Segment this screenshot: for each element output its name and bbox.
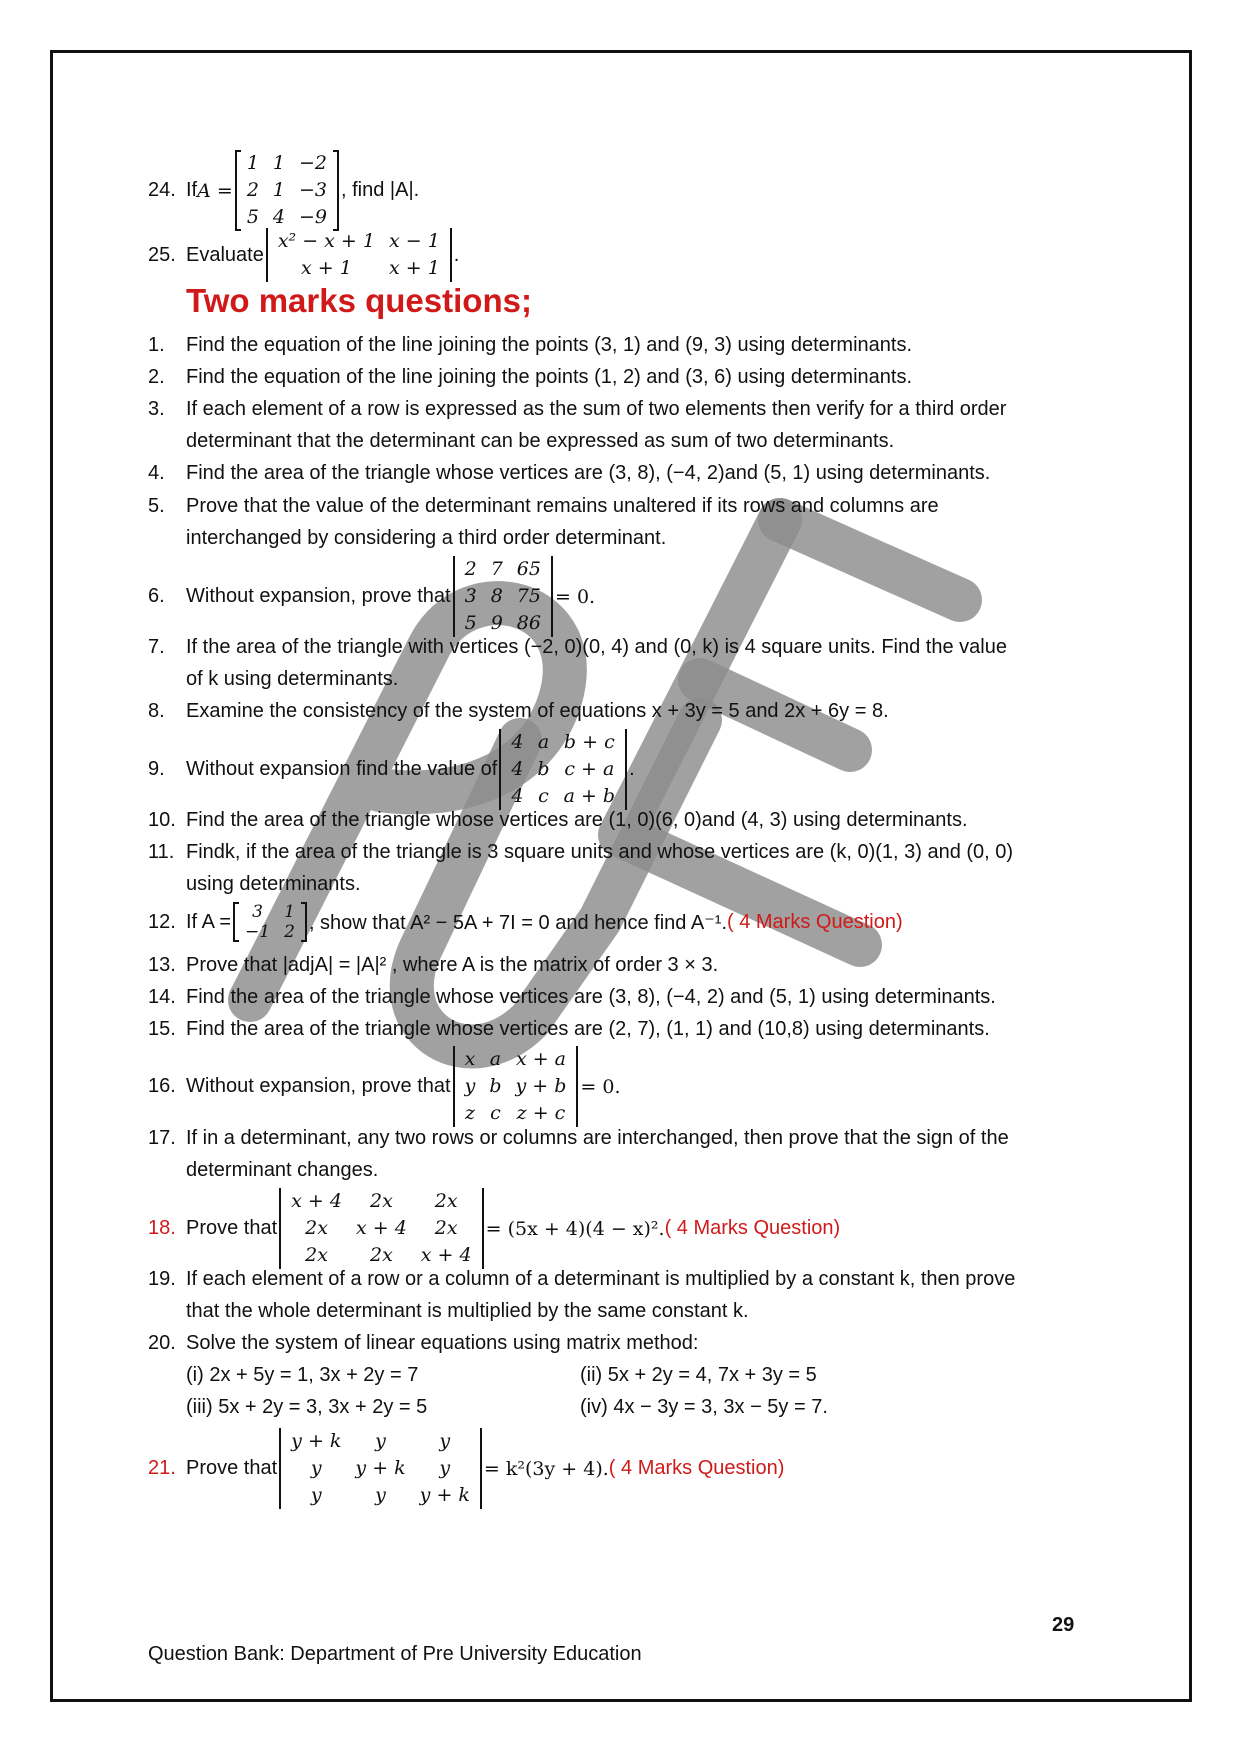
question-18: 18. Prove that x + 4 2x 2x 2x x + 4 2x 2x 2x x + 4 = (5x + 4)(4 − x)². ( 4 Marks Question) (148, 1188, 840, 1269)
question-19-cont: that the whole determinant is multiplied by the same constant k. (186, 1300, 749, 1322)
question-2: 2. Find the equation of the line joining the points (1, 2) and (3, 6) using determinants. (148, 366, 913, 388)
question-20-iii: (iii) 5x + 2y = 3, 3x + 2y = 5 (186, 1396, 428, 1418)
question-24: 24. If A = 1 1 −2 2 1 −3 5 4 −9 , find |A|. (148, 150, 419, 231)
determinant: 4 a b + c 4 b c + a 4 c a + b (499, 729, 627, 810)
question-5-cont: interchanged by considering a third order determinant. (186, 527, 667, 549)
question-6: 6. Without expansion, prove that 2 7 65 3 8 75 5 9 86 = 0. (148, 556, 595, 637)
question-19: 19. If each element of a row or a column of a determinant is multiplied by a constant k, then prove (148, 1268, 1016, 1290)
question-5: 5. Prove that the value of the determinant remains unaltered if its rows and columns are (148, 495, 939, 517)
determinant: y + k y y y y + k y y y y + k (279, 1428, 482, 1509)
question-9: 9. Without expansion find the value of 4 a b + c 4 b c + a 4 c a + b . (148, 729, 635, 810)
question-12: 12. If A = 3 1 −1 2 , show that A² − 5A + 7I = 0 and hence find A⁻¹. ( 4 Marks Question) (148, 902, 903, 942)
question-16: 16. Without expansion, prove that x a x + a y b y + b z c z + c = 0. (148, 1046, 621, 1127)
question-20-iv: (iv) 4x − 3y = 3, 3x − 5y = 7. (580, 1396, 828, 1418)
page-number: 29 (1052, 1614, 1075, 1636)
question-20-ii: (ii) 5x + 2y = 4, 7x + 3y = 5 (580, 1364, 817, 1386)
question-20: 20. Solve the system of linear equations using matrix method: (148, 1332, 699, 1354)
question-1: 1. Find the equation of the line joining the points (3, 1) and (9, 3) using determinants. (148, 334, 913, 356)
question-4: 4. Find the area of the triangle whose vertices are (3, 8), (−4, 2)and (5, 1) using determinants. (148, 462, 991, 484)
question-21: 21. Prove that y + k y y y y + k y y y y + k = k²(3y + 4). ( 4 Marks Question) (148, 1428, 784, 1509)
question-17: 17. If in a determinant, any two rows or columns are interchanged, then prove that the sign of the (148, 1127, 1009, 1149)
determinant: 2 7 65 3 8 75 5 9 86 (453, 556, 553, 637)
question-13: 13. Prove that |adjA| = |A|² , where A is the matrix of order 3 × 3. (148, 954, 719, 976)
determinant: x a x + a y b y + b z c z + c (453, 1046, 579, 1127)
footer: Question Bank: Department of Pre University Education (148, 1643, 642, 1665)
question-7-cont: of k using determinants. (186, 668, 399, 690)
question-10: 10. Find the area of the triangle whose vertices are (1, 0)(6, 0)and (4, 3) using determinants. (148, 809, 968, 831)
determinant: x² − x + 1 x − 1 x + 1 x + 1 (266, 228, 452, 282)
question-25: 25. Evaluate x² − x + 1 x − 1 x + 1 x + 1 . (148, 228, 459, 282)
question-3: 3. If each element of a row is expressed as the sum of two elements then verify for a third order (148, 398, 1007, 420)
question-15: 15. Find the area of the triangle whose vertices are (2, 7), (1, 1) and (10,8) using determinants. (148, 1018, 990, 1040)
question-14: 14. Find the area of the triangle whose vertices are (3, 8), (−4, 2) and (5, 1) using determinants. (148, 986, 996, 1008)
question-8: 8. Examine the consistency of the system of equations x + 3y = 5 and 2x + 6y = 8. (148, 700, 889, 722)
matrix-a: 1 1 −2 2 1 −3 5 4 −9 (235, 150, 339, 231)
question-20-i: (i) 2x + 5y = 1, 3x + 2y = 7 (186, 1364, 419, 1386)
section-heading: Two marks questions; (186, 282, 532, 319)
question-3-cont: determinant that the determinant can be expressed as sum of two determinants. (186, 430, 895, 452)
question-11-cont: using determinants. (186, 873, 361, 895)
question-7: 7. If the area of the triangle with vertices (−2, 0)(0, 4) and (0, k) is 4 square units. Find the value (148, 636, 1007, 658)
determinant: x + 4 2x 2x 2x x + 4 2x 2x 2x x + 4 (279, 1188, 483, 1269)
question-17-cont: determinant changes. (186, 1159, 379, 1181)
question-11: 11. Findk, if the area of the triangle is 3 square units and whose vertices are (k, 0)(1, 3) and (0, 0) (148, 841, 1014, 863)
matrix-a: 3 1 −1 2 (233, 902, 307, 942)
